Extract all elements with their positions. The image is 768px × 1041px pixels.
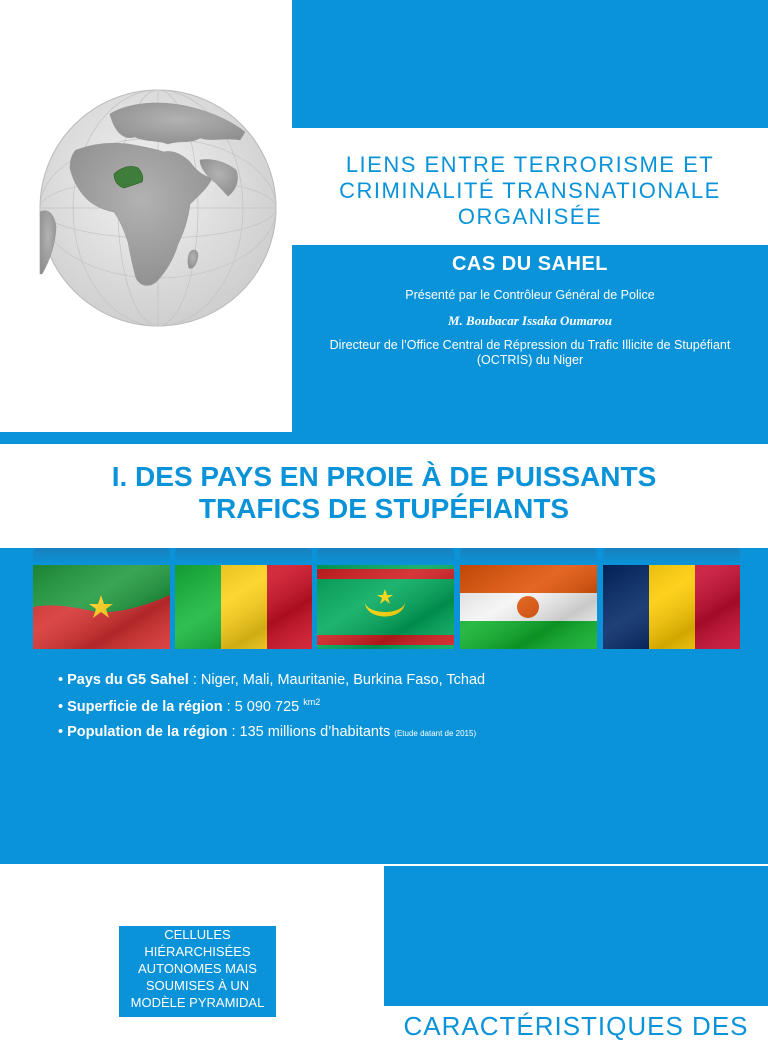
fact-value: : 5 090 725 — [222, 698, 304, 715]
facts-list — [58, 672, 485, 749]
slide3-accent-panel — [384, 866, 768, 1006]
slide1-subtitle: CAS DU SAHEL — [451, 253, 608, 275]
subtitle-panel — [292, 245, 768, 432]
fact-label: Population de la région — [67, 723, 228, 740]
fact-value: : 135 millions d’habitants — [227, 723, 395, 740]
slide3-title — [384, 1008, 768, 1041]
slide1-title-line: ORGANISÉE — [457, 204, 603, 229]
slide3-title-text: CARACTÉRISTIQUES DES — [403, 1011, 749, 1041]
slide2-title-line: I. DES PAYS EN PROIE À DE PUISSANTS — [111, 461, 657, 492]
mali-flag-icon — [175, 565, 312, 649]
slide1-title-line: LIENS ENTRE TERRORISME ET — [345, 152, 715, 177]
flag-reflection — [460, 548, 597, 564]
fact-label: Superficie de la région — [67, 698, 223, 715]
fact-value: : Niger, Mali, Mauritanie, Burkina Faso, Tchad — [188, 672, 486, 688]
flag-reflection — [33, 548, 170, 564]
slide-divider — [0, 432, 768, 444]
slide1-title-line: CRIMINALITÉ TRANSNATIONALE — [339, 178, 721, 203]
presenter-name: M. Boubacar Issaka Oumarou — [448, 313, 612, 328]
list-item: • Superficie de la région : 5 090 725 $^{km2}$ — [58, 697, 321, 715]
presented-by-text: Présenté par le Contrôleur Général de Police — [405, 288, 655, 302]
niger-flag-icon — [460, 565, 597, 649]
fact-note: (Etude datant de 2015) — [394, 728, 477, 738]
burkina-faso-flag-icon — [33, 565, 170, 649]
globe-map-niger-image — [40, 92, 252, 326]
unit-superscript: km2 — [303, 697, 321, 707]
flag-reflection — [317, 548, 454, 564]
chad-flag-icon — [603, 565, 740, 649]
presenter-role: Directeur de l’Office Central de Répression du Trafic Illicite de Stupéfiant (OCTRIS) du Niger — [329, 338, 731, 367]
list-item: • Pays du G5 Sahel : Niger, Mali, Mauritanie, Burkina Faso, Tchad — [58, 672, 486, 688]
slide1-title — [292, 152, 768, 230]
slide2-title-line: TRAFICS DE STUPÉFIANTS — [198, 493, 570, 524]
slide2-title — [0, 461, 768, 525]
fact-label: Pays du G5 Sahel — [67, 672, 189, 688]
slide2-body — [0, 548, 768, 864]
flag-reflection — [175, 548, 312, 564]
cells-text-box: CELLULES HIÉRARCHISÉES AUTONOMES MAIS SOUMISES À UN MODÈLE PYRAMIDAL — [119, 926, 276, 1017]
flag-reflection — [603, 548, 740, 564]
title-accent-panel — [292, 0, 768, 128]
mauritania-flag-icon — [317, 565, 454, 649]
list-item: • Population de la région : 135 millions d’habitants (Etude datant de 2015) — [58, 723, 477, 740]
